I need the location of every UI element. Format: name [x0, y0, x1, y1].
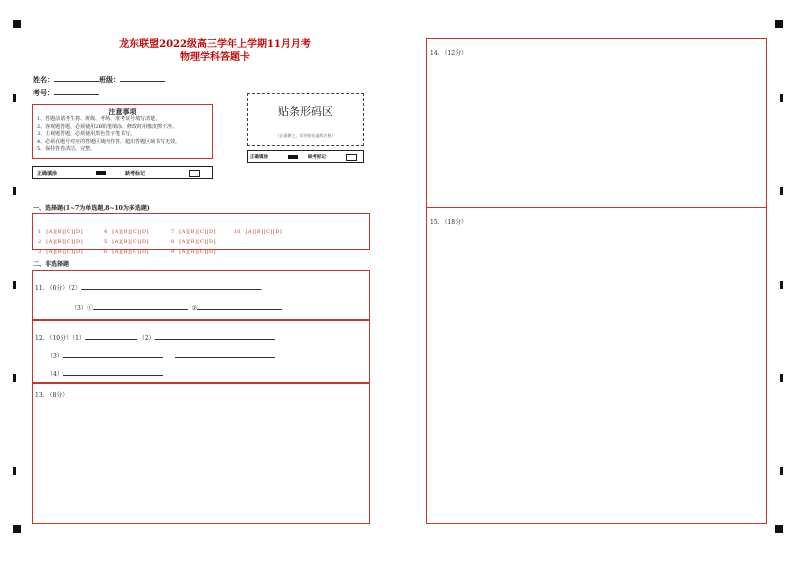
option-b[interactable]: [B] — [55, 239, 65, 245]
q12-line2 — [47, 349, 275, 360]
option-b[interactable]: [B] — [188, 249, 198, 255]
fill-example-box — [32, 166, 213, 179]
missing-mark-label: 缺考标记 — [308, 155, 326, 160]
choice-grid — [38, 218, 368, 255]
option-d[interactable]: [D] — [139, 229, 150, 235]
correct-fill-sample — [288, 155, 298, 159]
correct-fill-sample — [96, 171, 106, 175]
q12-answer-box[interactable] — [32, 320, 370, 383]
q11-label: 11. （6分）（2） — [35, 285, 82, 292]
option-d[interactable]: [D] — [73, 249, 84, 255]
notice-line: 3、主观题答题，必须使用黑色签字笔书写。 — [37, 131, 136, 137]
correct-fill-label: 正确填涂 — [250, 155, 268, 160]
option-a[interactable]: [A] — [112, 239, 122, 245]
q13-answer-box[interactable] — [32, 383, 370, 524]
exam-title-line2: 物理学科答题卡 — [180, 52, 250, 63]
timing-mark — [780, 374, 783, 382]
question-number: 8 — [171, 239, 175, 245]
q11-blank-3a[interactable] — [93, 301, 188, 310]
option-d[interactable]: [D] — [73, 229, 84, 235]
option-a[interactable]: [A] — [112, 229, 122, 235]
option-d[interactable]: [D] — [206, 249, 217, 255]
option-c[interactable]: [C] — [64, 229, 74, 235]
q13-label: 13. （8分） — [35, 392, 69, 399]
barcode-area — [247, 93, 364, 146]
q12-part4-label: （4） — [47, 371, 63, 378]
q15-label: 15. （18分） — [430, 219, 468, 226]
exam-no-field[interactable] — [54, 86, 99, 95]
option-b[interactable]: [B] — [121, 229, 131, 235]
question-number: 3 — [38, 249, 42, 255]
q15-answer-box[interactable] — [426, 207, 767, 524]
class-field[interactable] — [120, 73, 165, 82]
question-number: 10 — [234, 229, 241, 235]
option-a[interactable]: [A] — [46, 239, 56, 245]
student-info — [33, 73, 165, 85]
nonchoice-heading: 二、非选择题 — [33, 261, 70, 268]
q12-part2-label: （2） — [138, 335, 155, 342]
choice-question[interactable] — [234, 218, 282, 237]
option-c[interactable]: [C] — [130, 239, 140, 245]
timing-mark — [13, 94, 16, 102]
option-c[interactable]: [C] — [64, 249, 74, 255]
notice-line: 1、答题前请考生将、班级、考场、准考证号填写清楚。 — [37, 116, 161, 122]
question-number: 6 — [104, 249, 108, 255]
choice-question[interactable] — [104, 238, 149, 257]
q11-part3-label: （3）① — [71, 305, 93, 312]
question-number: 2 — [38, 239, 42, 245]
timing-mark — [780, 467, 783, 475]
option-b[interactable]: [B] — [188, 239, 198, 245]
choice-heading: 一、选择题(1~7为单选题,8~10为多选题) — [33, 205, 150, 212]
fill-example-box-right — [247, 150, 364, 163]
option-a[interactable]: [A] — [46, 249, 56, 255]
timing-mark — [13, 281, 16, 289]
timing-mark — [780, 281, 783, 289]
timing-mark — [780, 187, 783, 195]
question-number: 7 — [171, 229, 175, 235]
corner-mark — [775, 525, 783, 533]
option-b[interactable]: [B] — [55, 229, 65, 235]
q11-answer-box[interactable] — [32, 270, 370, 320]
timing-mark — [13, 187, 16, 195]
option-d[interactable]: [D] — [139, 239, 150, 245]
option-d[interactable]: [D] — [206, 239, 217, 245]
q11-part3b-label: ② — [191, 305, 198, 312]
q11-line1: 11. （6分）（2） . — [35, 281, 263, 292]
missing-mark-box[interactable] — [346, 154, 357, 161]
q11-line2 — [71, 301, 282, 312]
missing-mark-box[interactable] — [189, 170, 200, 177]
q14-answer-box[interactable] — [426, 38, 767, 208]
corner-mark — [775, 20, 783, 28]
option-c[interactable]: [C] — [130, 249, 140, 255]
notice-line: 4、必须在题号对应的答题区域内作答，超出答题区域书写无效。 — [37, 138, 181, 145]
q11-blank-3b[interactable] — [197, 301, 282, 310]
option-c[interactable]: [C] — [197, 239, 207, 245]
q12-line3 — [47, 367, 163, 378]
option-d[interactable]: [D] — [272, 229, 283, 235]
exam-no-row — [33, 86, 99, 98]
name-label: 姓名： — [33, 75, 54, 84]
corner-mark — [13, 525, 21, 533]
corner-mark — [13, 20, 21, 28]
timing-mark — [780, 94, 783, 102]
option-a[interactable]: [A] — [179, 239, 189, 245]
exam-no-label: 考号： — [33, 88, 54, 97]
class-label: 班级： — [99, 75, 120, 84]
option-b[interactable]: [B] — [188, 229, 198, 235]
option-c[interactable]: [C] — [197, 229, 207, 235]
barcode-label: 贴条形码区 — [278, 105, 333, 118]
option-a[interactable]: [A] — [179, 249, 189, 255]
exam-title-line1: 龙东联盟2022级高三学年上学期11月月考 — [119, 39, 311, 50]
correct-fill-label: 正确填涂 — [37, 171, 58, 177]
option-c[interactable]: [C] — [263, 229, 273, 235]
choice-question[interactable] — [171, 238, 216, 257]
q12-part3-label: （3） — [47, 353, 63, 360]
option-d[interactable]: [D] — [73, 239, 84, 245]
exam-title — [90, 38, 340, 64]
option-b[interactable]: [B] — [121, 239, 131, 245]
question-number: 1 — [38, 229, 42, 235]
q12-line1 — [35, 331, 275, 342]
q11-blank-2[interactable] — [81, 281, 261, 290]
option-a[interactable]: [A] — [179, 229, 189, 235]
option-d[interactable]: [D] — [139, 249, 150, 255]
question-number: 9 — [171, 249, 175, 255]
q12-blank-4[interactable] — [63, 367, 163, 376]
option-a[interactable]: [A] — [112, 249, 122, 255]
question-number: 4 — [104, 229, 108, 235]
q12-blank-1[interactable] — [85, 331, 137, 340]
option-a[interactable]: [A] — [46, 229, 56, 235]
missing-mark-label: 缺考标记 — [125, 171, 146, 177]
question-number: 5 — [104, 239, 108, 245]
timing-mark — [13, 374, 16, 382]
timing-mark — [13, 467, 16, 475]
option-c[interactable]: [C] — [64, 239, 74, 245]
option-c[interactable]: [C] — [130, 229, 140, 235]
choice-question[interactable] — [38, 238, 83, 257]
notice-line: 2、客观题答题，必须使用2B铅笔填涂，修改时用橡皮擦干净。 — [37, 123, 178, 130]
barcode-note: （正面朝上，切勿贴出虚线方框） — [275, 133, 336, 138]
name-field[interactable] — [54, 73, 99, 82]
q14-label: 14. （12分） — [430, 50, 468, 57]
option-b[interactable]: [B] — [55, 249, 65, 255]
option-a[interactable]: [A] — [245, 229, 255, 235]
option-c[interactable]: [C] — [197, 249, 207, 255]
q12-blank-3b[interactable] — [175, 349, 275, 358]
option-b[interactable]: [B] — [254, 229, 264, 235]
option-d[interactable]: [D] — [206, 229, 217, 235]
notice-title: 注意事项 — [108, 107, 137, 116]
notice-box — [32, 104, 213, 159]
notice-line: 5、保持答卷清洁、完整。 — [37, 146, 96, 152]
option-b[interactable]: [B] — [121, 249, 131, 255]
q12-blank-3a[interactable] — [63, 349, 163, 358]
q12-label: 12. （10分）（1） — [35, 335, 85, 342]
q12-blank-2[interactable] — [155, 331, 275, 340]
